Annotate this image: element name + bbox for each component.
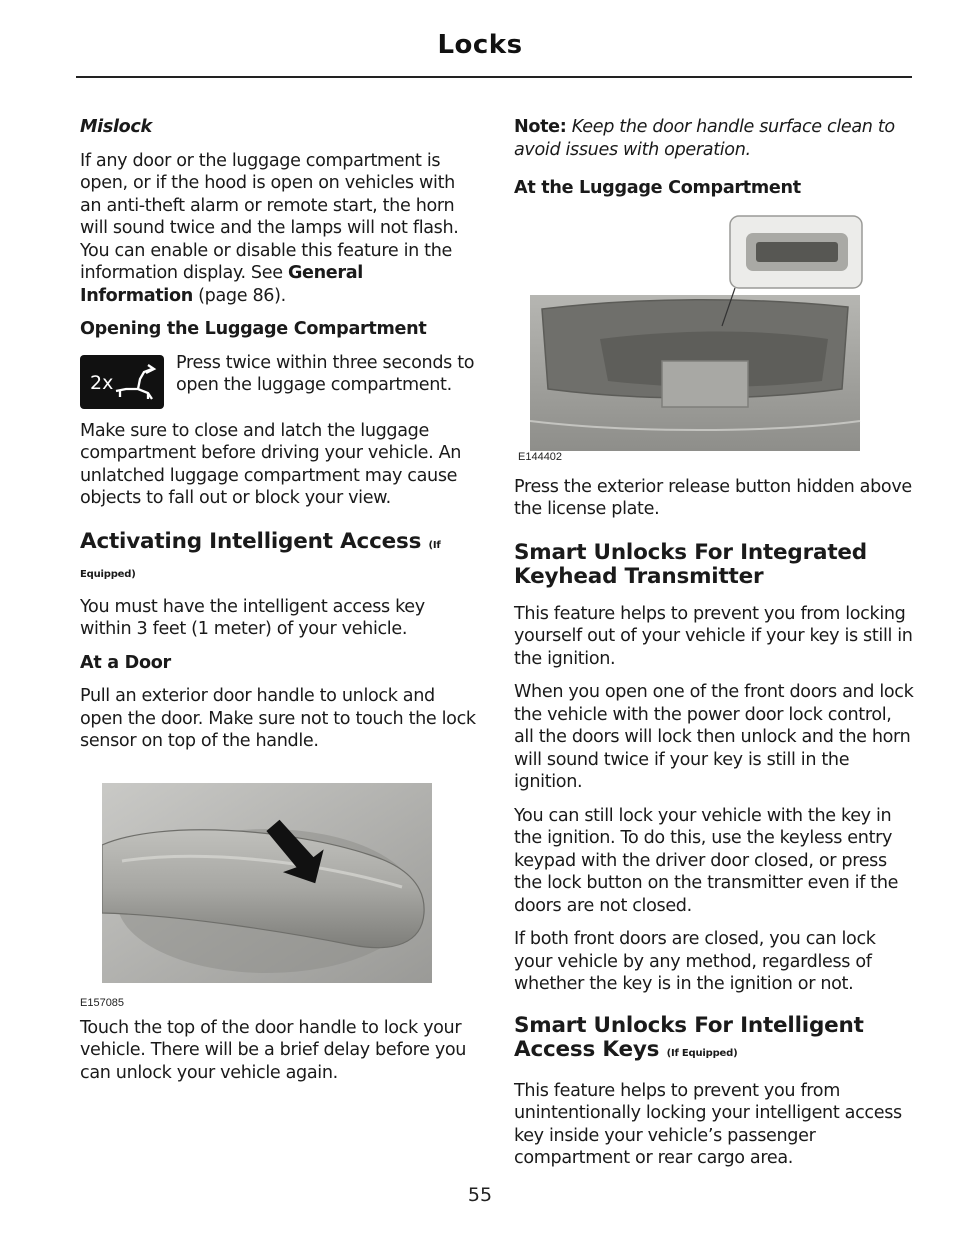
- activating-qualifier-cont: Equipped): [80, 568, 136, 580]
- general-information-link[interactable]: General Information: [80, 263, 363, 306]
- at-luggage-heading: At the Luggage Compartment: [514, 178, 801, 198]
- mislock-paragraph: [80, 150, 480, 308]
- note-paragraph: [514, 116, 914, 161]
- smart-unlocks-ikt-heading: Smart Unlocks For Integrated Keyhead Transmitter: [514, 539, 867, 589]
- note-label: Note:: [514, 117, 567, 137]
- smart-iak-heading-line-1: Smart Unlocks For Intelligent: [514, 1012, 864, 1038]
- smart-unlocks-iak-heading: [514, 1014, 914, 1066]
- door-handle-illustration: [102, 783, 432, 983]
- smart-ikt-paragraph-4: If both front doors are closed, you can lock your vehicle by any method, regardless of whether the key is in the ignition or not.: [514, 929, 876, 994]
- smart-ikt-paragraph-1: This feature helps to prevent you from locking yourself out of your vehicle if your key is still in the ignition.: [514, 603, 913, 669]
- luggage-button-row: [80, 352, 480, 409]
- page-title: Locks: [437, 30, 523, 60]
- icon-2x-label: 2x: [90, 371, 114, 394]
- press-twice-text: Press twice within three seconds to open the luggage compartment.: [176, 352, 475, 395]
- mislock-text: If any door or the luggage compartment is open, or if the hood is open on vehicles with an anti-theft alarm or remote start, the horn will sound twice and the lamps will not flash. You can enable or disable this feature in the information display. See: [80, 150, 459, 283]
- smart-iak-heading-line-2: Access Keys: [514, 1036, 660, 1062]
- key-range-text: You must have the intelligent access key within 3 feet (1 meter) of your vehicle.: [80, 596, 425, 639]
- smart-iak-paragraph-1: This feature helps to prevent you from unintentionally locking your intelligent access key inside your vehicle’s passenger compartment or rear cargo area.: [514, 1080, 902, 1168]
- mislock-page-ref: (page 86).: [192, 285, 286, 306]
- smart-ikt-paragraph-2: When you open one of the front doors and lock the vehicle with the power door lock control, all the doors will lock then unlock and the horn will sound twice if your key is still in the ignition.: [514, 682, 914, 792]
- header-divider: [76, 76, 912, 78]
- right-column: [514, 116, 914, 1181]
- note-text: Keep the door handle surface clean to avoid issues with operation.: [514, 117, 895, 160]
- at-a-door-heading: At a Door: [80, 652, 171, 673]
- touch-to-lock-text: Touch the top of the door handle to lock your vehicle. There will be a brief delay before you can unlock your vehicle again.: [80, 1017, 467, 1083]
- smart-ikt-paragraph-3: You can still lock your vehicle with the key in the ignition. To do this, use the keyless entry keypad with the driver door closed, or press the lock button on the transmitter even if the doors are not closed.: [514, 805, 899, 916]
- activating-qualifier: (If: [428, 539, 441, 551]
- door-handle-text: Pull an exterior door handle to unlock and open the door. Make sure not to touch the lock sensor on top of the handle.: [80, 686, 476, 751]
- opening-luggage-heading: Opening the Luggage Compartment: [80, 319, 427, 339]
- release-button-text: Press the exterior release button hidden above the license plate.: [514, 476, 912, 519]
- luggage-release-figure: [514, 211, 914, 476]
- mislock-heading: Mislock: [80, 117, 152, 137]
- page-number: 55: [467, 1184, 493, 1206]
- activating-heading: [80, 530, 480, 582]
- luggage-release-2x-icon: [80, 355, 164, 409]
- door-figure-code: E157085: [80, 996, 125, 1009]
- activating-heading-text: Activating Intelligent Access: [80, 528, 422, 554]
- smart-iak-qualifier: (If Equipped): [666, 1047, 738, 1059]
- close-luggage-text: Make sure to close and latch the luggage compartment before driving your vehicle. An unlatched luggage compartment may cause objects to fall out or block your view.: [80, 420, 462, 508]
- luggage-release-illustration: [530, 211, 880, 451]
- left-column: [80, 116, 480, 1095]
- luggage-figure-code: E144402: [518, 450, 563, 463]
- door-handle-figure: [80, 783, 480, 1017]
